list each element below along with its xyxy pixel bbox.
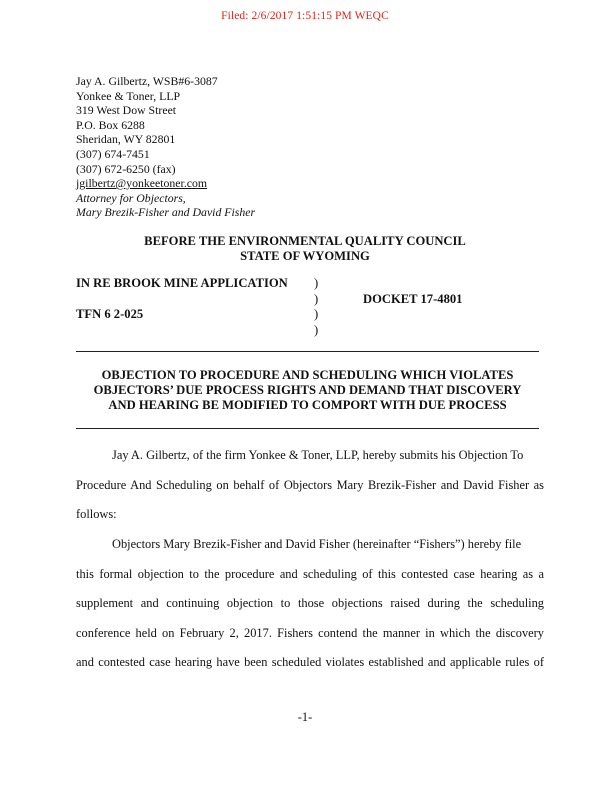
filed-stamp: Filed: 2/6/2017 1:51:15 PM WEQC — [221, 10, 389, 22]
paragraph-line: this formal objection to the procedure and scheduling of this contested case hearing as a — [76, 566, 544, 581]
page-number: -1- — [297, 710, 313, 724]
document-title — [70, 368, 545, 412]
title-line: OBJECTION TO PROCEDURE AND SCHEDULING WHICH VIOLATES — [101, 368, 514, 382]
caption-paren: ) — [314, 322, 319, 337]
counsel-line: Yonkee & Toner, LLP — [76, 88, 181, 103]
paragraph-line: and contested case hearing have been scheduled violates established and applicable rules of — [76, 655, 544, 670]
counsel-clients: Mary Brezik-Fisher and David Fisher — [76, 205, 256, 220]
counsel-email-link[interactable]: jgilbertz@yonkeetoner.com — [76, 176, 208, 191]
caption-paren: ) — [314, 291, 319, 306]
caption-matter: IN RE BROOK MINE APPLICATION — [76, 276, 288, 290]
counsel-block — [76, 74, 255, 220]
court-name: BEFORE THE ENVIRONMENTAL QUALITY COUNCIL — [144, 234, 466, 248]
title-line: OBJECTORS’ DUE PROCESS RIGHTS AND DEMAND THAT DISCOVERY — [93, 382, 522, 397]
caption-paren: ) — [314, 307, 319, 321]
paragraph-line: Objectors Mary Brezik-Fisher and David Fisher (hereinafter “Fishers”) hereby file — [112, 537, 522, 551]
court-state: STATE OF WYOMING — [240, 249, 370, 263]
caption-tfn: TFN 6 2-025 — [76, 307, 144, 321]
divider-top — [76, 351, 539, 352]
counsel-line: Jay A. Gilbertz, WSB#6-3087 — [76, 74, 218, 88]
caption-divider — [314, 276, 318, 338]
counsel-line: P.O. Box 6288 — [76, 117, 145, 132]
counsel-role: Attorney for Objectors, — [76, 190, 186, 205]
paragraph-line: supplement and continuing objection to those objections raised during the scheduling — [76, 596, 544, 611]
divider-bottom — [76, 428, 539, 429]
paragraph-line: conference held on February 2, 2017. Fishers contend the manner in which the discovery — [76, 625, 544, 640]
paragraph-line: follows: — [76, 507, 117, 522]
counsel-line: 319 West Dow Street — [76, 103, 177, 118]
paragraph-line: Jay A. Gilbertz, of the firm Yonkee & Toner, LLP, hereby submits his Objection To — [112, 448, 524, 462]
body-paragraph-intro — [76, 441, 544, 530]
court-heading — [0, 234, 610, 264]
paragraph-line: Procedure And Scheduling on behalf of Objectors Mary Brezik-Fisher and David Fisher as — [76, 477, 544, 492]
docket-number: DOCKET 17-4801 — [363, 292, 463, 306]
title-line: AND HEARING BE MODIFIED TO COMPORT WITH DUE PROCESS — [108, 397, 507, 412]
counsel-line: (307) 674-7451 — [76, 146, 150, 161]
counsel-line: Sheridan, WY 82801 — [76, 132, 176, 147]
body-paragraph-objection — [76, 530, 544, 678]
caption-paren: ) — [314, 276, 319, 290]
counsel-line: (307) 672-6250 (fax) — [76, 161, 176, 176]
